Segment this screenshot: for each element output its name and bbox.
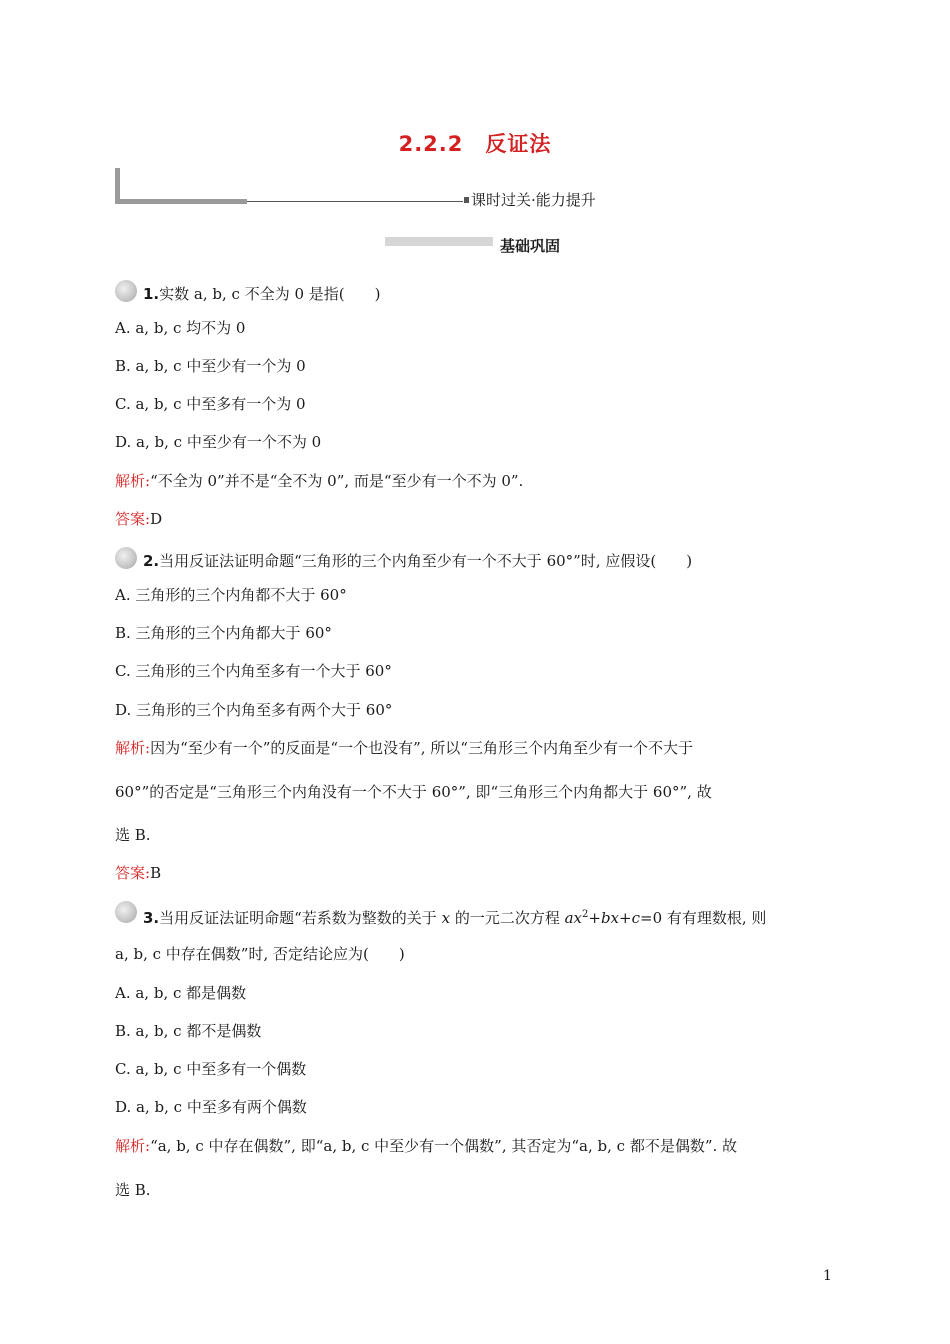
question-2-stem: 2.当用反证法证明命题“三角形的三个内角至少有一个不大于 60°”时, 应假设( ) [115, 551, 835, 571]
title-number: 2.2.2 [398, 132, 464, 156]
question-3-stem: 3.当用反证法证明命题“若系数为整数的关于 x 的一元二次方程 $ax^2+bx+c=0$ 有有理数根, 则 [115, 905, 835, 928]
question-bullet-icon [115, 280, 137, 302]
q1-option-c: C. a, b, c 中至多有一个为 0 [115, 395, 306, 413]
subsection-label: 基础巩固 [500, 237, 561, 255]
page-title [0, 128, 950, 158]
question-1-stem: 1.实数 a, b, c 不全为 0 是指( ) [115, 284, 835, 304]
q2-option-c: C. 三角形的三个内角至多有一个大于 60° [115, 662, 392, 680]
q3-analysis-line-1: 解析:“a, b, c 中存在偶数”, 即“a, b, c 中至少有一个偶数”, 其否定为“a, b, c 都不是偶数”. 故 [115, 1137, 738, 1155]
q2-analysis-line-1: 解析:因为“至少有一个”的反面是“一个也没有”, 所以“三角形三个内角至少有一个不大于 [115, 739, 693, 757]
q2-analysis-line-3: 选 B. [115, 826, 151, 844]
q2-option-b: B. 三角形的三个内角都大于 60° [115, 624, 332, 642]
q1-option-a: A. a, b, c 均不为 0 [115, 319, 246, 337]
q3-option-c: C. a, b, c 中至多有一个偶数 [115, 1060, 307, 1078]
section-label: 课时过关·能力提升 [471, 191, 596, 209]
q2-option-a: A. 三角形的三个内角都不大于 60° [115, 586, 347, 604]
q3-option-b: B. a, b, c 都不是偶数 [115, 1022, 262, 1040]
section-bracket-horizontal [115, 199, 247, 204]
q3-stem-line-2: a, b, c 中存在偶数”时, 否定结论应为( ) [115, 945, 405, 963]
q3-analysis-line-2: 选 B. [115, 1181, 151, 1199]
section-rule-end [464, 197, 469, 203]
subsection-bar [385, 237, 493, 246]
section-rule [247, 201, 463, 202]
q1-option-b: B. a, b, c 中至少有一个为 0 [115, 357, 306, 375]
q2-option-d: D. 三角形的三个内角至多有两个大于 60° [115, 701, 393, 719]
section-bracket-vertical [115, 168, 120, 202]
q1-option-d: D. a, b, c 中至少有一个不为 0 [115, 433, 322, 451]
q1-analysis: 解析:“不全为 0”并不是“全不为 0”, 而是“至少有一个不为 0”. [115, 472, 524, 490]
question-bullet-icon [115, 547, 137, 569]
q2-answer: 答案:B [115, 864, 162, 882]
q3-option-d: D. a, b, c 中至多有两个偶数 [115, 1098, 307, 1116]
q3-option-a: A. a, b, c 都是偶数 [115, 984, 247, 1002]
page-number: 1 [823, 1268, 832, 1284]
question-bullet-icon [115, 901, 137, 923]
title-text: 反证法 [485, 132, 552, 156]
q1-answer: 答案:D [115, 510, 163, 528]
q2-analysis-line-2: 60°”的否定是“三角形三个内角没有一个不大于 60°”, 即“三角形三个内角都大于 60°”, 故 [115, 783, 712, 801]
